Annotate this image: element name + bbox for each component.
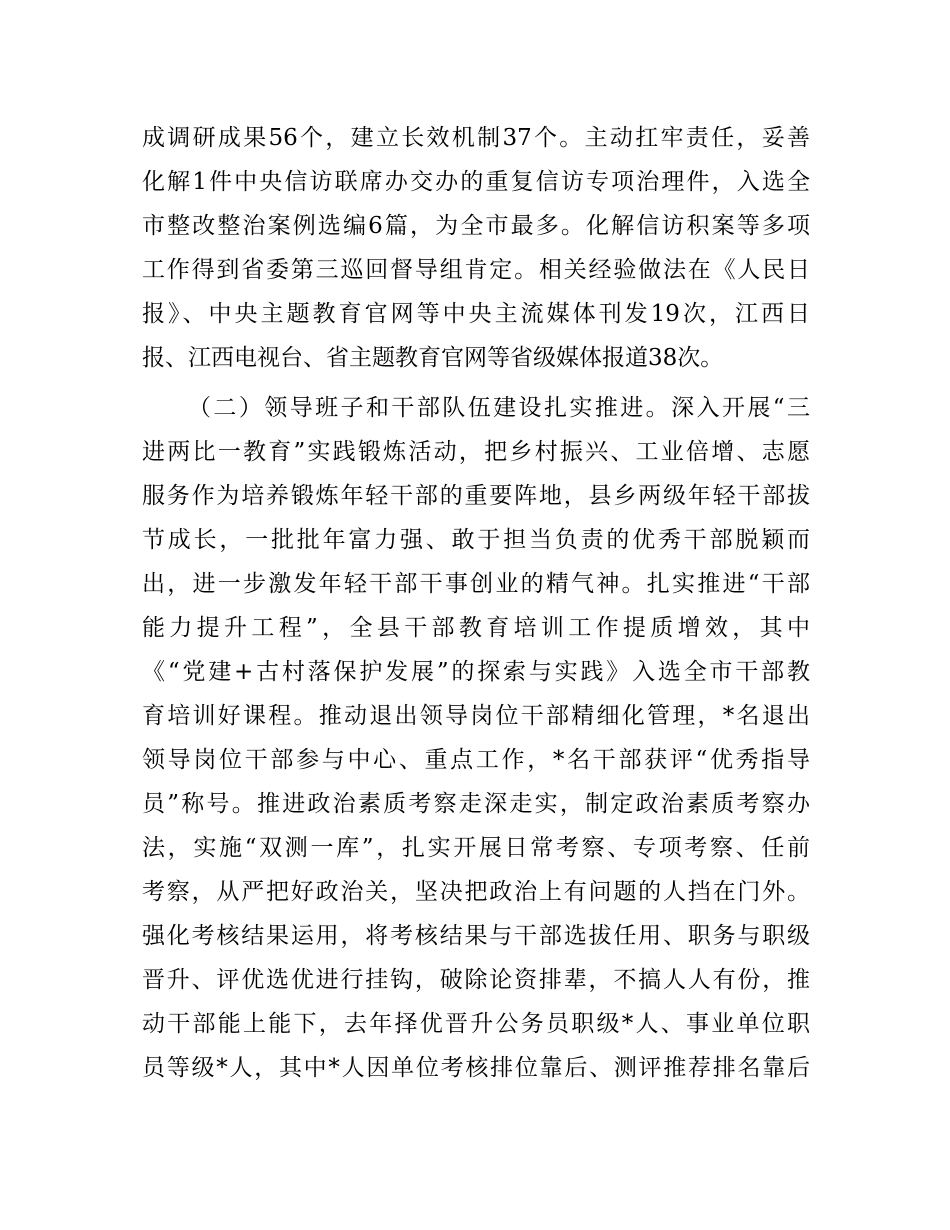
text-line: 出，进一步激发年轻干部干事创业的精气神。扎实推进“干部 (142, 571, 810, 597)
text-line: 《“党建+古村落保护发展”的探索与实践》入选全市干部教 (142, 659, 810, 685)
text-line: 能力提升工程”，全县干部教育培训工作提质增效，其中 (142, 615, 810, 641)
text-line: 考察，从严把好政治关，坚决把政治上有问题的人挡在门外。 (142, 879, 810, 905)
text-line: 成调研成果56个，建立长效机制37个。主动扛牢责任，妥善 (142, 125, 810, 151)
text-line: 报、江西电视台、省主题教育官网等省级媒体报道38次。 (142, 345, 724, 371)
paragraph-cadre-team-building (142, 386, 810, 1090)
text-line: 报》、中央主题教育官网等中央主流媒体刊发19次，江西日 (142, 301, 810, 327)
text-line: 育培训好课程。推动退出领导岗位干部精细化管理，*名退出 (142, 703, 810, 729)
text-line: 晋升、评优选优进行挂钩，破除论资排辈，不搞人人有份，推 (142, 967, 810, 993)
text-line: 员”称号。推进政治素质考察走深走实，制定政治素质考察办 (142, 791, 810, 817)
text-line: 化解1件中央信访联席办交办的重复信访专项治理件，入选全 (142, 169, 810, 195)
section-heading-line: （二）领导班子和干部队伍建设扎实推进。深入开展“三 (188, 395, 810, 421)
text-line: 法，实施“双测一库”，扎实开展日常考察、专项考察、任前 (142, 835, 810, 861)
text-line: 强化考核结果运用，将考核结果与干部选拔任用、职务与职级 (142, 923, 810, 949)
text-line: 工作得到省委第三巡回督导组肯定。相关经验做法在《人民日 (142, 257, 810, 283)
text-line: 动干部能上能下，去年择优晋升公务员职级*人、事业单位职 (142, 1011, 810, 1037)
paragraph-results-summary (142, 116, 810, 380)
text-line: 节成长，一批批年富力强、敢于担当负责的优秀干部脱颖而 (142, 527, 810, 553)
text-line: 进两比一教育”实践锻炼活动，把乡村振兴、工业倍增、志愿 (142, 439, 810, 465)
text-line: 员等级*人，其中*人因单位考核排位靠后、测评推荐排名靠后 (142, 1055, 810, 1081)
text-line: 市整改整治案例选编6篇，为全市最多。化解信访积案等多项 (142, 213, 810, 239)
text-line: 服务作为培养锻炼年轻干部的重要阵地，县乡两级年轻干部拔 (142, 483, 810, 509)
text-line: 领导岗位干部参与中心、重点工作，*名干部获评“优秀指导 (142, 747, 810, 773)
